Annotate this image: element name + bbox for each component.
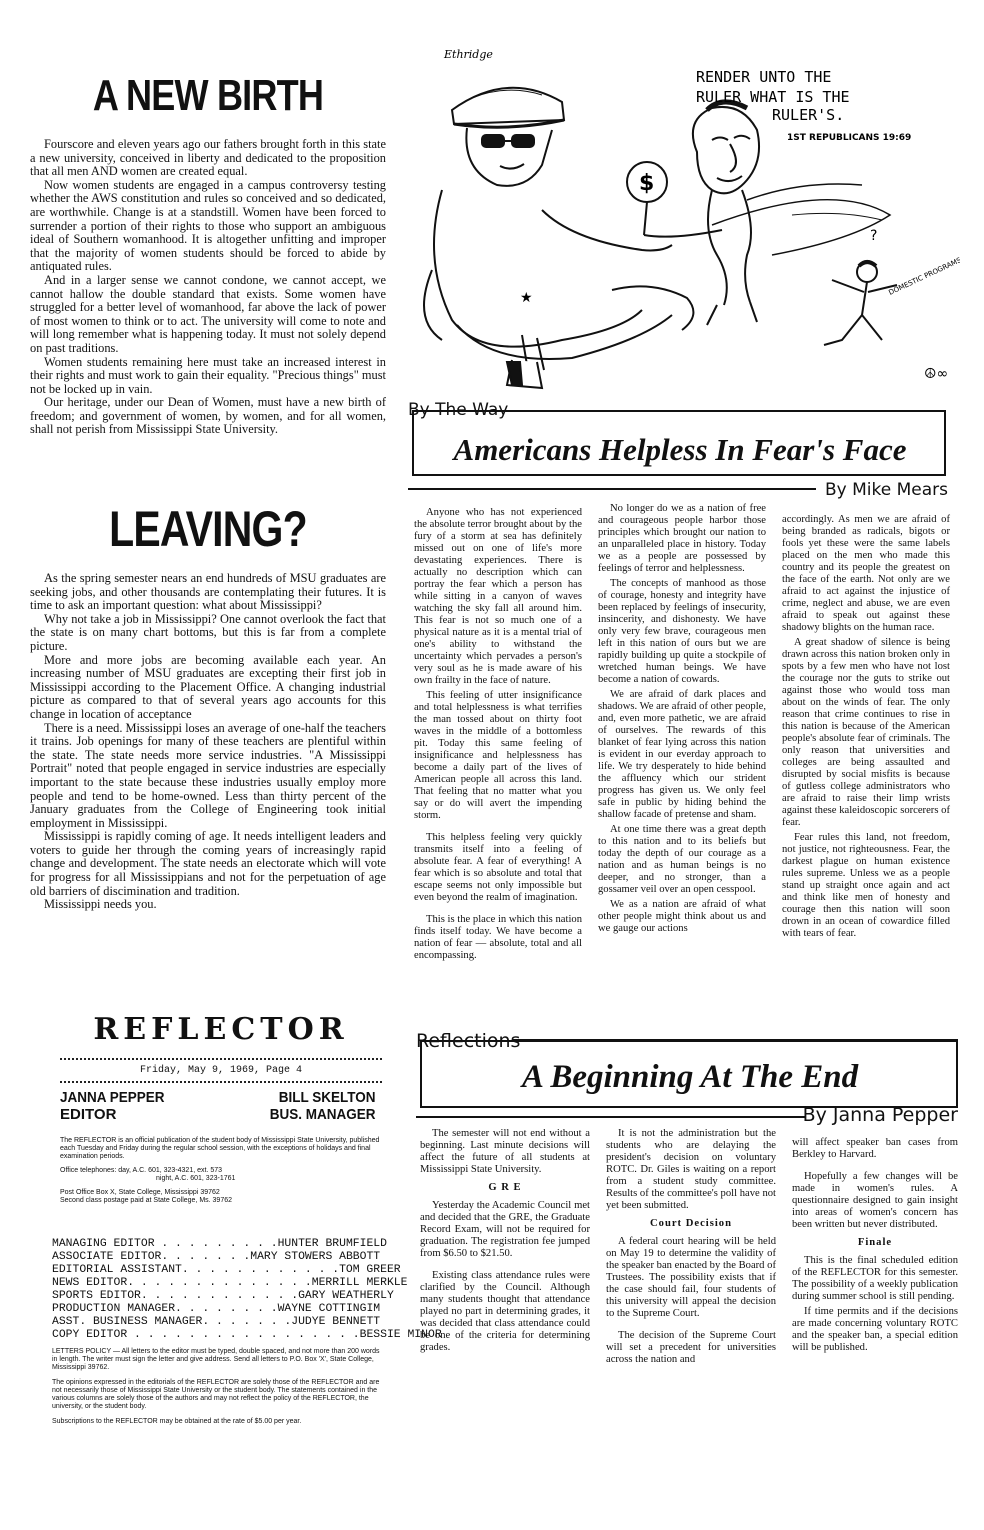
letters-policy: LETTERS POLICY — All letters to the editor must be typed, double spaced, and not more than 200 words in length. The writer must sign the letter and give address. Send all letters to P.O. Box 'X', State College, Mississippi 39762.	[52, 1348, 380, 1372]
cartoon-question-mark: ?	[870, 228, 878, 244]
paragraph: A great shadow of silence is being drawn across this nation broken only in spots by a few men who have not lost the courage nor the guts to strike out against those who would toss man about on the winds of fear. The only reason that crime continues to rise in this nation is because of the American people's absolute fear of criminals. The only reason that universities and colleges are being assaulted and disrupted by social misfits is because of gutless college administrators who are afraid to raise their limp wrists against these kaleidoscopic sorcerers of fear.	[782, 637, 950, 828]
paragraph: Mississippi needs you.	[44, 897, 157, 912]
editorial-new-birth	[30, 70, 386, 437]
article-byline: By Mike Mears	[824, 480, 948, 500]
subhead: G R E	[488, 1182, 522, 1193]
masthead-principals	[60, 1089, 382, 1127]
masthead-phones-night: night, A.C. 601, 323-1761	[156, 1174, 236, 1182]
article-title: A Beginning At The End	[521, 1059, 859, 1095]
beginning-column-1	[420, 1128, 590, 1357]
paragraph: Mississippi is rapidly coming of age. It needs intelligent leaders and voters to guide her through the coming years of increasingly rapid change and development. The state needs an electorate which will vote for progress for all Mississippians and not for the perpetuation of age old barriers of discimination and tradition.	[30, 829, 386, 898]
new-birth-body	[30, 138, 386, 437]
byline-rule	[408, 488, 816, 490]
paragraph: Existing class attendance rules were clarified by the Council. Although many students thought that attendance played no part in determining grades, it was decided that class attendance could be one of the criteria for determining grades.	[420, 1270, 590, 1353]
dotted-rule	[60, 1081, 382, 1083]
column-kicker: By The Way	[408, 400, 509, 420]
paragraph: This helpless feeling very quickly transmits itself into a feeling of absolute fear. A fear of everything! A fear which is so absolute and total that escape seems not only impossible but even beyond the realm of imagination.	[414, 832, 582, 903]
paragraph: Fear rules this land, not freedom, not justice, not righteousness. Fear, the darkest plague on human existence rules supreme. Unless we as a people stand up straight once again and act and think like men of honesty and courage then this nation will soon drown in an ocean of cowardice filled with tears of fear.	[782, 832, 950, 939]
staff-row: COPY EDITOR . . . . . . . . . . . . . . . . .BESSIE MINOR	[52, 1329, 442, 1341]
paragraph: will affect speaker ban cases from Berkley to Harvard.	[792, 1137, 958, 1160]
column-kicker: Reflections	[416, 1030, 521, 1052]
manager-role: BUS. MANAGER	[270, 1106, 376, 1123]
subhead: Court Decision	[650, 1218, 732, 1229]
paragraph: We are afraid of dark places and shadows. We are afraid of other people, and, even more pathetic, we are afraid of ourselves. The rewards of this blanket of fear lying across this nation is evident in our everday approach to life. We try desperately to hide behind the affluency which our strident progress has given us. We only feel safe in public by hiding behind the shallow facade of pretense and sham.	[598, 689, 766, 820]
masthead-dateline: Friday, May 9, 1969, Page 4	[139, 1065, 303, 1076]
article-title: Americans Helpless In Fear's Face	[453, 432, 907, 467]
paragraph: No longer do we as a nation of free and courageous people harbor those principles which brought our nation to an unparalleled place in history. Today we as a people are possessed by feelings of terror and helplessness.	[598, 503, 766, 574]
paragraph: This is the place in which this nation finds itself today. We have become a nation of fear — absolute, total and all encompassing.	[414, 914, 582, 961]
cartoon-signature-bottom: ☮∞	[924, 366, 949, 382]
paragraph: It is not the administration but the students who are delaying the president's decision on voluntary ROTC. Dr. Giles is waiting on a report from a student study committee. Results of the committee's poll have not yet been submitted.	[606, 1128, 776, 1211]
fear-column-3	[782, 514, 950, 943]
staff-row: ASSOCIATE EDITOR. . . . . . .MARY STOWERS ABBOTT	[52, 1251, 381, 1263]
opinions-disclaimer: The opinions expressed in the editorials of the REFLECTOR are solely those of the REFLECTOR and are not necessarily those of Mississippi State University or the student body. The statements contained in the various columns are solely those of the authors and may not reflect the policy of the REFLECTOR, the university, or the student body.	[52, 1378, 380, 1411]
beginning-column-2	[606, 1128, 776, 1369]
leaving-body	[30, 572, 386, 912]
fear-column-2	[598, 503, 766, 938]
paragraph: The semester will not end without a beginning. Last minute decisions will affect the future of all students at Mississippi State University.	[420, 1128, 590, 1175]
cartoon-caption-line: RENDER UNTO THE	[696, 68, 832, 86]
paragraph: Hopefully a few changes will be made in women's rules. A questionnaire designed to gain insight into areas of women's concern has been written but never distributed.	[792, 1171, 958, 1230]
cartoon-star: ★	[520, 290, 533, 306]
paragraph: Our heritage, under our Dean of Women, must have a new birth of freedom; and government of women, by women, and for all women, shall not perish from Mississippi State University.	[30, 395, 386, 437]
column-header-reflections	[416, 1030, 958, 1130]
paragraph: There is a need. Mississippi loses an average of one-half the teachers it trains. Job openings for many of these teachers are plentiful within the state. The state needs more service industries. "A Mississippi Portrait" noted that people engaged in service industries are especially important to the state because these industries usually employ more people and tend to be home-owned. Less than thirty percent of the January graduates from the College of Engineering took initial employment in Mississippi.	[30, 720, 386, 830]
paragraph: If time permits and if the decisions are made concerning voluntary ROTC and the speaker ban, a special edition will be published.	[792, 1306, 958, 1353]
paragraph: Women students remaining here must take an increased interest in their rights and must work to gain their equality. "Precious things" must not be locked up in vain.	[30, 354, 386, 396]
paragraph: We as a nation are afraid of what other people might think about us and we gauge our actions	[598, 899, 766, 934]
cartoon-drawing	[412, 40, 960, 392]
cartoon-signature-top: Ethridge	[444, 48, 493, 61]
cartoon-caption-line: RULER WHAT IS THE	[696, 88, 850, 106]
staff-row: ASST. BUSINESS MANAGER. . . . . . .JUDYE BENNETT	[52, 1316, 381, 1328]
staff-row: EDITORIAL ASSISTANT. . . . . . . . . . . .TOM GREER	[52, 1264, 401, 1276]
paragraph: A federal court hearing will be held on May 19 to determine the validity of the speaker ban enacted by the Board of Trustees. The possibility exists that if the case should fail, four students of this university will appeal the decision to the Supreme Court.	[606, 1236, 776, 1319]
masthead-postal-second: Second class postage paid at State College, Ms. 39762	[60, 1197, 232, 1205]
cartoon-caption-line: RULER'S.	[772, 106, 845, 124]
paragraph: At one time there was a great depth to this nation and to its beliefs but today the depth of our courage as a nation and as human beings is no deeper, and no stronger, than a gossamer veil over an open cesspool.	[598, 824, 766, 895]
paragraph: The concepts of manhood as those of courage, honesty and integrity have been replaced by feelings of insecurity, insincerity, and dishonesty. We have only very few brave, courageous men left in this nation of ours but we are rapidly building up quite a stockpile of wretched human beings. We have become a nation of cowards.	[598, 578, 766, 685]
beginning-column-3	[792, 1137, 958, 1357]
paragraph: This is the final scheduled edition of the REFLECTOR for this semester. The possibility of a weekly publication during summer school is still pending.	[792, 1255, 958, 1302]
paragraph: accordingly. As men we are afraid of being branded as radicals, bigots or fools yet these were the same labels placed on the men who made this country and its people the greatest on the face of the earth. Not only are we afraid to act against the injustice of crime, neglect and abuse, we are even afraid to speak out against these shadowy blights on the human race.	[782, 514, 950, 633]
editorial-leaving	[30, 500, 386, 912]
paragraph: Now women students are engaged in a campus controversy testing whether the AWS constitution and rules so conceived and so dedicated, are worthwhile. Change is at a standstill. Women have been forced to surrender a portion of their rights to those who support an ambiguous ideal of Southern womanhood. It is altogether unfitting and improper that the majority of women students should be forced to abide by antiquated rules.	[30, 177, 386, 274]
headline-leaving: LEAVING?	[109, 501, 307, 557]
paragraph: The decision of the Supreme Court will set a precedent for universities across the nation and	[606, 1330, 776, 1365]
paragraph: Fourscore and eleven years ago our fathers brought forth in this state a new university, conceived in liberty and dedicated to the proposition that all men AND women are created equal.	[30, 137, 386, 179]
editor-role: EDITOR	[60, 1106, 117, 1123]
subscriptions-note: Subscriptions to the REFLECTOR may be obtained at the rate of $5.00 per year.	[52, 1418, 302, 1426]
masthead-postal: Post Office Box X, State College, Mississippi 39762	[60, 1189, 220, 1197]
subhead: Finale	[857, 1237, 893, 1248]
paragraph: As the spring semester nears an end hundreds of MSU graduates are seeking jobs, and other thousands are contemplating their futures. It is time to ask an important question: what about Mississippi?	[30, 571, 386, 613]
byline-rule	[416, 1116, 806, 1118]
staff-row: NEWS EDITOR. . . . . . . . . . . . . .MERRILL MERKLE	[52, 1277, 408, 1289]
editorial-cartoon	[412, 40, 960, 392]
staff-row: MANAGING EDITOR . . . . . . . . .HUNTER BRUMFIELD	[52, 1238, 387, 1250]
masthead-phones: Office telephones: day, A.C. 601, 323-4321, ext. 573	[60, 1166, 223, 1174]
article-byline: By Janna Pepper	[802, 1104, 958, 1126]
paragraph: Yesterday the Academic Council met and decided that the GRE, the Graduate Record Exam, will not be required for graduation. The registration fee jumped from $6.50 to $21.50.	[420, 1200, 590, 1259]
paragraph: Why not take a job in Mississippi? One cannot overlook the fact that the state is on many chart bottoms, but this is far from a complete picture.	[30, 611, 386, 653]
dotted-rule	[60, 1058, 382, 1060]
masthead	[60, 1012, 382, 1205]
paragraph: More and more jobs are becoming available each year. An increasing number of MSU graduates are excepting their first job in Mississippi according to the Placement Office. A changing industrial picture as compared to that of several years ago accounts for this change in location of acceptance	[30, 652, 386, 721]
cartoon-label-domestic-programs: DOMESTIC PROGRAMS	[887, 256, 960, 297]
staff-list	[52, 1238, 442, 1427]
editor-name: JANNA PEPPER	[60, 1089, 165, 1106]
headline-new-birth: A NEW BIRTH	[92, 71, 324, 120]
cartoon-citation: 1ST REPUBLICANS 19:69	[787, 133, 912, 143]
paragraph: Anyone who has not experienced the absolute terror brought about by the fury of a storm at sea has definitely missed out on one of life's more devastating experiences. There is actually no description which can portray the fear which a person has while sitting in a canyon of waves watching the sky fall all around him. This fear is not so much one of a physical nature as it is a mental trial of one's ability to withstand the uncertainty which pervades a person's very soul as he is made aware of his own frailty in the face of nature.	[414, 507, 582, 686]
paragraph: This feeling of utter insignificance and total helplessness is what terrifies the man tossed about on thirty foot waves in the middle of a bottomless pit. Today this same feeling of insignificance and helplessness has become a daily part of the lives of American people all across this land. That feeling that no matter what you say or do will avert the impending storm.	[414, 690, 582, 821]
cartoon-money-symbol: $	[639, 171, 655, 196]
fear-column-1	[414, 507, 582, 965]
paragraph: And in a larger sense we cannot condone, we cannot accept, we cannot hallow the double standard that exists. Some women have struggled for a better level of womanhood, far above the lack of power of most women to think or to act. The university will come to note and will long remember what is happening today. It must not solely depend on past traditions.	[30, 272, 386, 355]
manager-name: BILL SKELTON	[279, 1089, 376, 1106]
masthead-about: The REFLECTOR is an official publication of the student body of Mississippi State University, published each Tuesday and Friday during the regular school session, with the exceptions of holidays and final examination periods.	[60, 1137, 380, 1161]
staff-row: PRODUCTION MANAGER. . . . . . . .WAYNE COTTINGIM	[52, 1303, 381, 1315]
staff-row: SPORTS EDITOR. . . . . . . . . . . .GARY WEATHERLY	[52, 1290, 394, 1302]
column-header-by-the-way	[408, 398, 948, 500]
masthead-nameplate: REFLECTOR	[93, 1012, 349, 1047]
